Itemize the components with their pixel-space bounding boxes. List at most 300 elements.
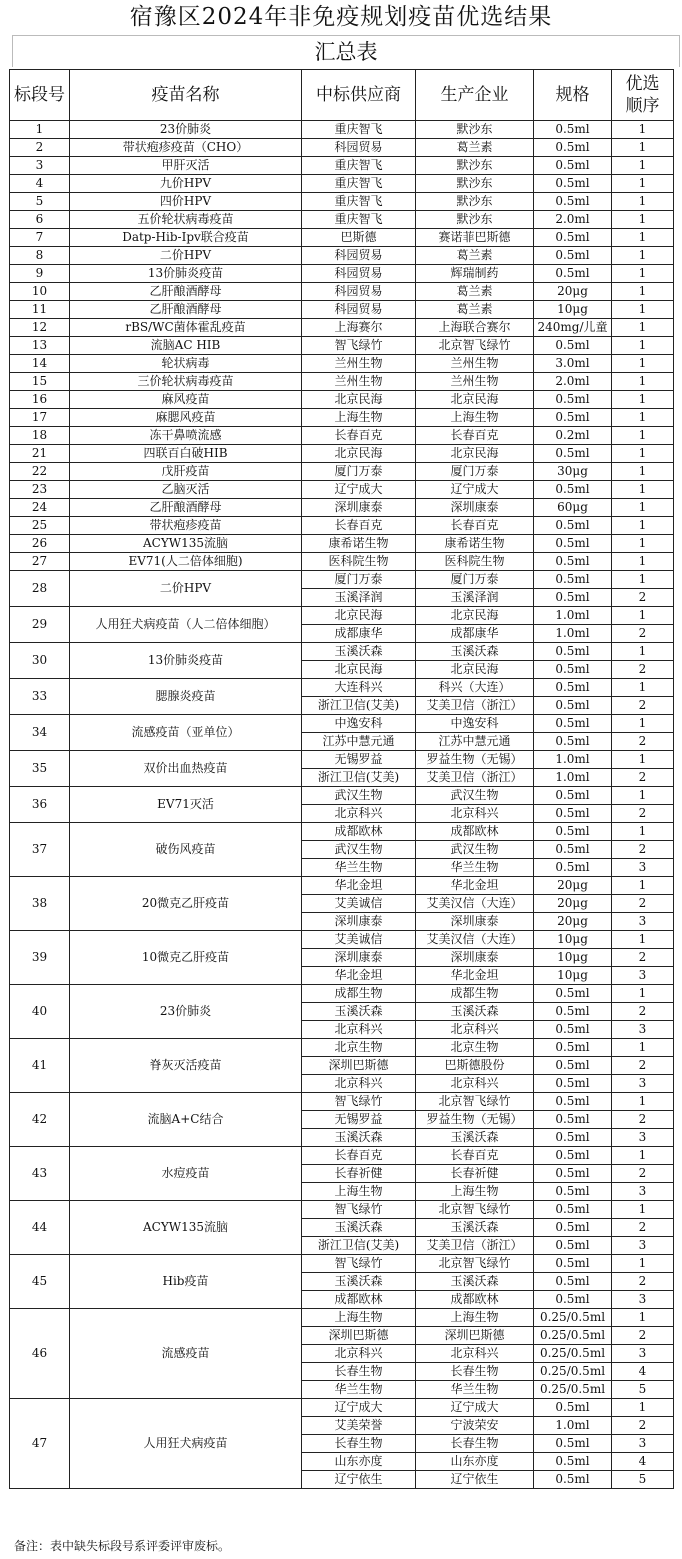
header-order-label: 优选顺序: [625, 74, 660, 116]
table-row: [10, 373, 674, 391]
table-row: [10, 391, 674, 409]
cell-spec: 0.5ml: [534, 121, 612, 139]
cell-spec: 1.0ml: [534, 625, 612, 643]
cell-spec: 0.25/0.5ml: [534, 1327, 612, 1345]
cell-spec: 0.5ml: [534, 1039, 612, 1057]
cell-spec: 0.5ml: [534, 985, 612, 1003]
cell-order: 1: [612, 391, 674, 409]
cell-segment: 41: [10, 1039, 70, 1093]
cell-segment: 4: [10, 175, 70, 193]
cell-vaccine-name: 冻干鼻喷流感: [70, 427, 302, 445]
cell-manufacturer: 长春生物: [416, 1363, 534, 1381]
cell-order: 3: [612, 1021, 674, 1039]
cell-order: 1: [612, 571, 674, 589]
cell-vaccine-name: 乙肝酿酒酵母: [70, 499, 302, 517]
cell-supplier: 辽宁成大: [302, 481, 416, 499]
cell-order: 3: [612, 967, 674, 985]
cell-spec: 10μg: [534, 949, 612, 967]
cell-segment: 26: [10, 535, 70, 553]
cell-order: 1: [612, 229, 674, 247]
cell-manufacturer: 上海生物: [416, 1309, 534, 1327]
cell-supplier: 医科院生物: [302, 553, 416, 571]
cell-supplier: 浙江卫信(艾美): [302, 1237, 416, 1255]
cell-spec: 0.5ml: [534, 1219, 612, 1237]
cell-order: 3: [612, 1435, 674, 1453]
header-spec: 规格: [534, 70, 612, 121]
cell-order: 2: [612, 697, 674, 715]
cell-manufacturer: 默沙东: [416, 193, 534, 211]
cell-supplier: 玉溪沃森: [302, 1003, 416, 1021]
cell-supplier: 玉溪沃森: [302, 1129, 416, 1147]
cell-manufacturer: 北京民海: [416, 607, 534, 625]
table-row: [10, 283, 674, 301]
cell-spec: 0.5ml: [534, 1273, 612, 1291]
cell-supplier: 科园贸易: [302, 301, 416, 319]
header-manufacturer: 生产企业: [416, 70, 534, 121]
cell-spec: 3.0ml: [534, 355, 612, 373]
cell-segment: 36: [10, 787, 70, 823]
cell-segment: 6: [10, 211, 70, 229]
cell-manufacturer: 艾美卫信（浙江）: [416, 769, 534, 787]
cell-supplier: 长春百克: [302, 427, 416, 445]
cell-spec: 0.5ml: [534, 1435, 612, 1453]
cell-spec: 0.5ml: [534, 571, 612, 589]
cell-spec: 0.5ml: [534, 1471, 612, 1489]
cell-order: 1: [612, 553, 674, 571]
cell-spec: 0.5ml: [534, 265, 612, 283]
cell-supplier: 上海赛尔: [302, 319, 416, 337]
cell-manufacturer: 成都康华: [416, 625, 534, 643]
cell-supplier: 重庆智飞: [302, 211, 416, 229]
table-row: [10, 751, 674, 769]
table-row: [10, 985, 674, 1003]
table-row: [10, 211, 674, 229]
cell-spec: 0.5ml: [534, 1399, 612, 1417]
cell-supplier: 无锡罗益: [302, 751, 416, 769]
cell-spec: 0.5ml: [534, 1111, 612, 1129]
cell-order: 1: [612, 265, 674, 283]
cell-supplier: 华兰生物: [302, 1381, 416, 1399]
cell-manufacturer: 北京智飞绿竹: [416, 1255, 534, 1273]
cell-segment: 11: [10, 301, 70, 319]
cell-vaccine-name: 乙脑灭活: [70, 481, 302, 499]
cell-supplier: 北京科兴: [302, 1021, 416, 1039]
cell-vaccine-name: 四联百白破HIB: [70, 445, 302, 463]
cell-manufacturer: 葛兰素: [416, 247, 534, 265]
cell-manufacturer: 北京科兴: [416, 1345, 534, 1363]
cell-vaccine-name: 流脑A+C结合: [70, 1093, 302, 1147]
cell-supplier: 北京科兴: [302, 1345, 416, 1363]
cell-order: 3: [612, 913, 674, 931]
cell-spec: 0.5ml: [534, 661, 612, 679]
cell-order: 1: [612, 481, 674, 499]
cell-order: 3: [612, 859, 674, 877]
cell-spec: 0.5ml: [534, 823, 612, 841]
cell-order: 5: [612, 1471, 674, 1489]
cell-supplier: 北京科兴: [302, 805, 416, 823]
cell-order: 1: [612, 1309, 674, 1327]
cell-vaccine-name: 10微克乙肝疫苗: [70, 931, 302, 985]
cell-supplier: 长春生物: [302, 1435, 416, 1453]
cell-segment: 21: [10, 445, 70, 463]
header-order: [612, 70, 674, 121]
cell-order: 4: [612, 1453, 674, 1471]
cell-segment: 5: [10, 193, 70, 211]
table-row: [10, 823, 674, 841]
cell-order: 2: [612, 1111, 674, 1129]
table-row: [10, 571, 674, 589]
cell-supplier: 玉溪沃森: [302, 1219, 416, 1237]
cell-vaccine-name: 戊肝疫苗: [70, 463, 302, 481]
cell-manufacturer: 默沙东: [416, 211, 534, 229]
cell-spec: 1.0ml: [534, 769, 612, 787]
cell-manufacturer: 玉溪沃森: [416, 1003, 534, 1021]
cell-vaccine-name: 13价肺炎疫苗: [70, 643, 302, 679]
cell-order: 2: [612, 661, 674, 679]
cell-supplier: 科园贸易: [302, 139, 416, 157]
cell-supplier: 长春百克: [302, 517, 416, 535]
cell-supplier: 艾美诚信: [302, 931, 416, 949]
cell-manufacturer: 北京科兴: [416, 1075, 534, 1093]
cell-vaccine-name: 麻腮风疫苗: [70, 409, 302, 427]
cell-vaccine-name: 23价肺炎: [70, 985, 302, 1039]
cell-order: 1: [612, 1039, 674, 1057]
cell-manufacturer: 成都欧林: [416, 1291, 534, 1309]
cell-vaccine-name: 脊灰灭活疫苗: [70, 1039, 302, 1093]
cell-manufacturer: 北京智飞绿竹: [416, 1201, 534, 1219]
cell-spec: 20μg: [534, 283, 612, 301]
cell-spec: 0.5ml: [534, 229, 612, 247]
cell-manufacturer: 深圳康泰: [416, 499, 534, 517]
cell-vaccine-name: 乙肝酿酒酵母: [70, 301, 302, 319]
cell-vaccine-name: Datp-Hib-Ipv联合疫苗: [70, 229, 302, 247]
cell-supplier: 上海生物: [302, 1183, 416, 1201]
table-row: [10, 1399, 674, 1417]
cell-supplier: 北京生物: [302, 1039, 416, 1057]
cell-spec: 0.5ml: [534, 1003, 612, 1021]
cell-order: 1: [612, 211, 674, 229]
cell-manufacturer: 成都欧林: [416, 823, 534, 841]
cell-supplier: 康希诺生物: [302, 535, 416, 553]
cell-manufacturer: 深圳巴斯德: [416, 1327, 534, 1345]
cell-supplier: 武汉生物: [302, 841, 416, 859]
cell-supplier: 北京民海: [302, 445, 416, 463]
table-row: [10, 1039, 674, 1057]
cell-segment: 44: [10, 1201, 70, 1255]
cell-spec: 0.5ml: [534, 841, 612, 859]
cell-spec: 0.5ml: [534, 589, 612, 607]
cell-spec: 0.5ml: [534, 247, 612, 265]
cell-order: 1: [612, 877, 674, 895]
cell-spec: 10μg: [534, 967, 612, 985]
cell-segment: 33: [10, 679, 70, 715]
cell-spec: 0.5ml: [534, 1165, 612, 1183]
cell-segment: 43: [10, 1147, 70, 1201]
table-row: [10, 931, 674, 949]
cell-supplier: 深圳康泰: [302, 499, 416, 517]
table-row: [10, 427, 674, 445]
cell-supplier: 北京科兴: [302, 1075, 416, 1093]
table-row: [10, 517, 674, 535]
cell-supplier: 厦门万泰: [302, 463, 416, 481]
cell-manufacturer: 葛兰素: [416, 139, 534, 157]
cell-vaccine-name: 轮状病毒: [70, 355, 302, 373]
cell-supplier: 浙江卫信(艾美): [302, 697, 416, 715]
cell-vaccine-name: 水痘疫苗: [70, 1147, 302, 1201]
cell-order: 2: [612, 769, 674, 787]
table-row: [10, 679, 674, 697]
cell-supplier: 巴斯德: [302, 229, 416, 247]
cell-vaccine-name: 乙肝酿酒酵母: [70, 283, 302, 301]
cell-vaccine-name: 流感疫苗（亚单位）: [70, 715, 302, 751]
cell-manufacturer: 艾美卫信（浙江）: [416, 697, 534, 715]
table-row: [10, 301, 674, 319]
cell-manufacturer: 玉溪沃森: [416, 1219, 534, 1237]
cell-vaccine-name: 甲肝灭活: [70, 157, 302, 175]
cell-order: 1: [612, 1147, 674, 1165]
cell-segment: 45: [10, 1255, 70, 1309]
cell-manufacturer: 康希诺生物: [416, 535, 534, 553]
cell-supplier: 深圳康泰: [302, 913, 416, 931]
cell-order: 3: [612, 1183, 674, 1201]
cell-manufacturer: 医科院生物: [416, 553, 534, 571]
cell-supplier: 成都欧林: [302, 823, 416, 841]
cell-vaccine-name: Hib疫苗: [70, 1255, 302, 1309]
cell-order: 3: [612, 1345, 674, 1363]
cell-spec: 0.5ml: [534, 1201, 612, 1219]
cell-order: 1: [612, 427, 674, 445]
cell-manufacturer: 华兰生物: [416, 1381, 534, 1399]
table-row: [10, 1093, 674, 1111]
cell-manufacturer: 默沙东: [416, 175, 534, 193]
cell-supplier: 成都康华: [302, 625, 416, 643]
cell-manufacturer: 长春百克: [416, 427, 534, 445]
cell-supplier: 玉溪沃森: [302, 1273, 416, 1291]
cell-order: 1: [612, 463, 674, 481]
cell-order: 5: [612, 1381, 674, 1399]
cell-manufacturer: 北京民海: [416, 445, 534, 463]
cell-order: 2: [612, 1057, 674, 1075]
cell-manufacturer: 艾美汉信（大连）: [416, 895, 534, 913]
cell-order: 1: [612, 193, 674, 211]
table-row: [10, 175, 674, 193]
cell-segment: 12: [10, 319, 70, 337]
table-row: [10, 1201, 674, 1219]
cell-manufacturer: 默沙东: [416, 121, 534, 139]
cell-segment: 47: [10, 1399, 70, 1489]
cell-manufacturer: 长春百克: [416, 1147, 534, 1165]
cell-supplier: 成都欧林: [302, 1291, 416, 1309]
cell-segment: 39: [10, 931, 70, 985]
cell-order: 1: [612, 301, 674, 319]
table-row: [10, 337, 674, 355]
cell-spec: 0.5ml: [534, 553, 612, 571]
cell-spec: 20μg: [534, 913, 612, 931]
cell-manufacturer: 北京智飞绿竹: [416, 337, 534, 355]
cell-spec: 0.5ml: [534, 517, 612, 535]
cell-order: 1: [612, 1255, 674, 1273]
cell-supplier: 武汉生物: [302, 787, 416, 805]
cell-supplier: 厦门万泰: [302, 571, 416, 589]
cell-spec: 0.5ml: [534, 1255, 612, 1273]
cell-supplier: 重庆智飞: [302, 157, 416, 175]
cell-vaccine-name: EV71灭活: [70, 787, 302, 823]
cell-manufacturer: 默沙东: [416, 157, 534, 175]
cell-supplier: 浙江卫信(艾美): [302, 769, 416, 787]
cell-manufacturer: 长春生物: [416, 1435, 534, 1453]
cell-order: 3: [612, 1237, 674, 1255]
cell-segment: 24: [10, 499, 70, 517]
cell-segment: 28: [10, 571, 70, 607]
cell-order: 2: [612, 1219, 674, 1237]
cell-order: 2: [612, 625, 674, 643]
cell-spec: 0.5ml: [534, 139, 612, 157]
table-row: [10, 1309, 674, 1327]
cell-order: 1: [612, 355, 674, 373]
cell-supplier: 兰州生物: [302, 373, 416, 391]
cell-manufacturer: 葛兰素: [416, 283, 534, 301]
cell-order: 1: [612, 139, 674, 157]
cell-vaccine-name: 双价出血热疫苗: [70, 751, 302, 787]
cell-manufacturer: 上海生物: [416, 1183, 534, 1201]
cell-manufacturer: 葛兰素: [416, 301, 534, 319]
cell-supplier: 长春百克: [302, 1147, 416, 1165]
cell-order: 1: [612, 607, 674, 625]
cell-supplier: 华兰生物: [302, 859, 416, 877]
cell-manufacturer: 武汉生物: [416, 841, 534, 859]
table-row: [10, 139, 674, 157]
cell-spec: 0.5ml: [534, 1183, 612, 1201]
cell-spec: 0.5ml: [534, 535, 612, 553]
cell-supplier: 成都生物: [302, 985, 416, 1003]
cell-spec: 60μg: [534, 499, 612, 517]
cell-manufacturer: 辽宁成大: [416, 1399, 534, 1417]
cell-spec: 0.5ml: [534, 805, 612, 823]
header-segment: 标段号: [10, 70, 70, 121]
cell-vaccine-name: 13价肺炎疫苗: [70, 265, 302, 283]
cell-supplier: 科园贸易: [302, 283, 416, 301]
cell-order: 1: [612, 517, 674, 535]
table-row: [10, 445, 674, 463]
cell-spec: 0.25/0.5ml: [534, 1309, 612, 1327]
cell-order: 1: [612, 445, 674, 463]
footnote: 备注：表中缺失标段号系评委评审废标。: [14, 1539, 231, 1553]
cell-spec: 240mg/儿童: [534, 319, 612, 337]
cell-order: 1: [612, 985, 674, 1003]
cell-order: 2: [612, 1165, 674, 1183]
cell-vaccine-name: 流感疫苗: [70, 1309, 302, 1399]
cell-manufacturer: 宁波荣安: [416, 1417, 534, 1435]
cell-manufacturer: 厦门万泰: [416, 463, 534, 481]
table-row: [10, 715, 674, 733]
cell-spec: 0.2ml: [534, 427, 612, 445]
cell-supplier: 智飞绿竹: [302, 1255, 416, 1273]
cell-spec: 0.5ml: [534, 643, 612, 661]
cell-order: 1: [612, 751, 674, 769]
table-row: [10, 409, 674, 427]
cell-order: 1: [612, 319, 674, 337]
table-row: [10, 643, 674, 661]
table-row: [10, 247, 674, 265]
cell-segment: 27: [10, 553, 70, 571]
cell-manufacturer: 长春祈健: [416, 1165, 534, 1183]
cell-order: 1: [612, 499, 674, 517]
cell-spec: 0.5ml: [534, 1057, 612, 1075]
cell-segment: 8: [10, 247, 70, 265]
cell-manufacturer: 深圳康泰: [416, 913, 534, 931]
cell-spec: 0.5ml: [534, 445, 612, 463]
cell-spec: 1.0ml: [534, 607, 612, 625]
cell-segment: 23: [10, 481, 70, 499]
cell-order: 2: [612, 1003, 674, 1021]
cell-vaccine-name: 三价轮状病毒疫苗: [70, 373, 302, 391]
cell-segment: 35: [10, 751, 70, 787]
cell-manufacturer: 玉溪沃森: [416, 1273, 534, 1291]
cell-segment: 37: [10, 823, 70, 877]
table-header-row: [10, 70, 674, 121]
cell-order: 1: [612, 823, 674, 841]
cell-manufacturer: 北京民海: [416, 661, 534, 679]
cell-segment: 18: [10, 427, 70, 445]
cell-spec: 0.5ml: [534, 859, 612, 877]
cell-spec: 0.5ml: [534, 337, 612, 355]
cell-supplier: 深圳巴斯德: [302, 1327, 416, 1345]
cell-supplier: 中逸安科: [302, 715, 416, 733]
cell-manufacturer: 上海生物: [416, 409, 534, 427]
cell-segment: 29: [10, 607, 70, 643]
cell-segment: 40: [10, 985, 70, 1039]
cell-spec: 2.0ml: [534, 211, 612, 229]
document-title: 宿豫区2024年非免疫规划疫苗优选结果: [129, 4, 553, 30]
cell-manufacturer: 上海联合赛尔: [416, 319, 534, 337]
cell-order: 1: [612, 175, 674, 193]
table-row: [10, 607, 674, 625]
cell-segment: 46: [10, 1309, 70, 1399]
cell-spec: 0.5ml: [534, 1453, 612, 1471]
cell-spec: 20μg: [534, 895, 612, 913]
cell-supplier: 科园贸易: [302, 247, 416, 265]
cell-segment: 16: [10, 391, 70, 409]
table-row: [10, 157, 674, 175]
cell-supplier: 无锡罗益: [302, 1111, 416, 1129]
document-subtitle: 汇总表: [12, 35, 680, 67]
cell-vaccine-name: 二价HPV: [70, 571, 302, 607]
cell-spec: 0.5ml: [534, 1075, 612, 1093]
cell-spec: 1.0ml: [534, 751, 612, 769]
cell-supplier: 智飞绿竹: [302, 1201, 416, 1219]
cell-manufacturer: 巴斯德股份: [416, 1057, 534, 1075]
table-row: [10, 1255, 674, 1273]
cell-manufacturer: 北京科兴: [416, 1021, 534, 1039]
table-row: [10, 121, 674, 139]
table-row: [10, 787, 674, 805]
cell-manufacturer: 玉溪沃森: [416, 1129, 534, 1147]
cell-spec: 0.5ml: [534, 1237, 612, 1255]
cell-supplier: 华北金坦: [302, 967, 416, 985]
cell-spec: 0.5ml: [534, 715, 612, 733]
cell-spec: 0.5ml: [534, 1129, 612, 1147]
cell-vaccine-name: rBS/WC菌体霍乱疫苗: [70, 319, 302, 337]
cell-manufacturer: 山东亦度: [416, 1453, 534, 1471]
cell-vaccine-name: 二价HPV: [70, 247, 302, 265]
cell-supplier: 长春生物: [302, 1363, 416, 1381]
cell-spec: 0.5ml: [534, 787, 612, 805]
cell-manufacturer: 北京民海: [416, 391, 534, 409]
cell-manufacturer: 成都生物: [416, 985, 534, 1003]
table-row: [10, 553, 674, 571]
cell-order: 1: [612, 409, 674, 427]
cell-manufacturer: 兰州生物: [416, 373, 534, 391]
